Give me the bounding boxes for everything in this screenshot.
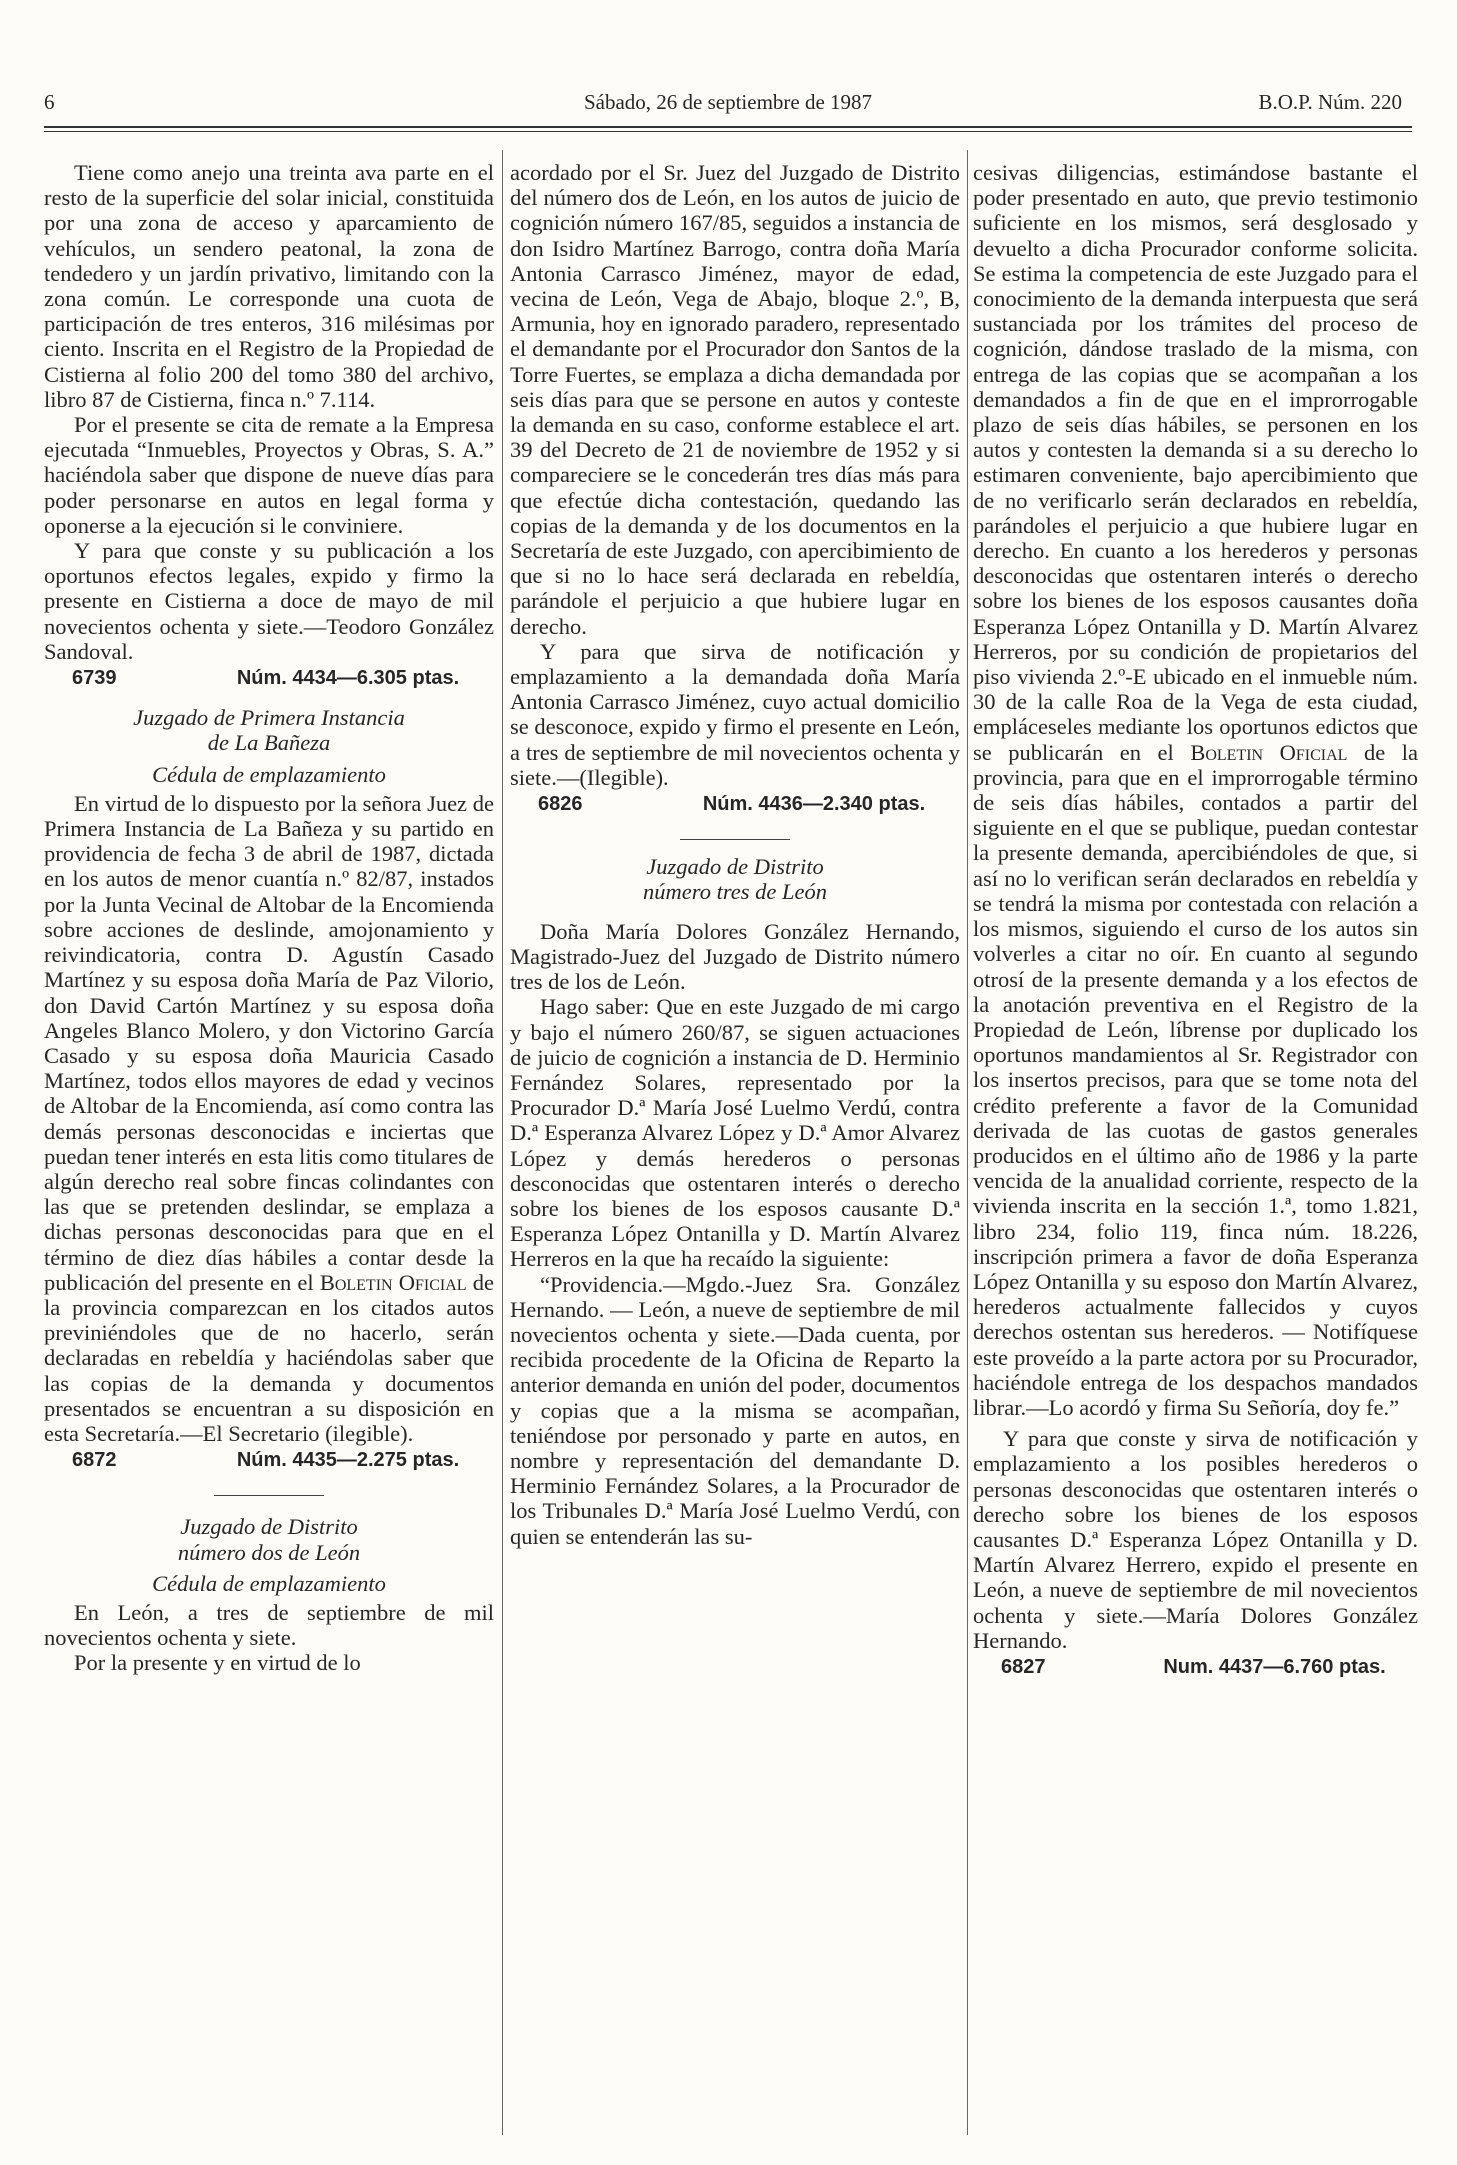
- court-heading-line: Juzgado de Distrito: [180, 1514, 358, 1540]
- notice-signature: [510, 792, 960, 817]
- paragraph: acordado por el Sr. Juez del Juzgado de Distrito del número dos de León, en los autos de juicio de cognición número 167/85, seguidos a instancia de don Isidro Martínez Barrogo, contra doña María Antonia Carrasco Jiménez, mayor de edad, vecina de León, Vega de Abajo, bloque 2.º, B, Armunia, hoy en ignorado paradero, representado el demandante por el Procurador don Santos de la Torre Fuertes, se emplaza a dicha demandada por seis días para que se persone en autos y conteste la demanda en su caso, conforme establece el art. 39 del Decreto de 21 de noviembre de 1952 y si compareciere se le concederán tres días más para que efectúe dicha contestación, quedando las copias de la demanda y de los documentos en la Secretaría de este Juzgado, con apercibimiento de que si no lo hace será declarada en rebeldía, parándole el perjuicio a que hubiere lugar en derecho.: [510, 160, 960, 639]
- column-divider: [967, 150, 968, 2135]
- column-3: [973, 160, 1418, 1684]
- paragraph: Y para que conste y sirva de notificación y emplazamiento a los posibles herederos o personas desconocidas que ostentaren interés o derecho sobre los bienes de los esposos causantes D.ª Esperanza López Ontanilla y D. Martín Alvarez Herrero, expido el presente en León, a nueve de septiembre de mil novecientos ochenta y siete.—María Dolores González Hernando.: [973, 1426, 1418, 1653]
- court-heading-line: número dos de León: [177, 1539, 361, 1565]
- page-number: 6: [44, 90, 55, 114]
- header-rule-thin: [44, 131, 1412, 132]
- boletin-name: Boletin Oficial: [319, 1269, 467, 1295]
- notice-signature: [44, 666, 494, 691]
- court-heading-line: Juzgado de Primera Instancia: [133, 705, 405, 731]
- notice-signature: [973, 1655, 1418, 1680]
- cedula-title: Cédula de emplazamiento: [152, 1570, 386, 1596]
- paragraph: [973, 160, 1418, 1420]
- paragraph: [44, 791, 494, 1446]
- notice-number: 6739: [72, 667, 117, 690]
- paragraph: En León, a tres de septiembre de mil novecientos ochenta y siete.: [44, 1599, 494, 1651]
- notice-amount: Núm. 4436—2.340 ptas.: [702, 793, 926, 816]
- notice-number: 6827: [1001, 1655, 1046, 1678]
- column-1: [44, 160, 494, 1676]
- paragraph: Por la presente y en virtud de lo: [74, 1650, 361, 1676]
- court-heading: [44, 705, 494, 755]
- notice-amount: Num. 4437—6.760 ptas.: [1163, 1655, 1386, 1678]
- paragraph: Doña María Dolores González Hernando, Magistrado-Juez del Juzgado de Distrito número tres de los de León.: [510, 918, 960, 995]
- column-2: [510, 160, 960, 1549]
- page-header: [44, 84, 1412, 124]
- court-heading-line: número tres de León: [643, 879, 827, 905]
- paragraph: Y para que conste y su publicación a los oportunos efectos legales, expido y firmo la presente en Cistierna a doce de mayo de mil novecientos ochenta y siete.—Teodoro González Sandoval.: [44, 538, 494, 664]
- notice-number: 6826: [538, 793, 583, 816]
- paragraph: Tiene como anejo una treinta ava parte en el resto de la superficie del solar inicial, constituida por una zona de acceso y aparcamiento de vehículos, un sendero peatonal, la zona de tendedero y un jardín privativo, limitando con la zona común. Le corresponde una cuota de participación de tres enteros, 316 milésimas por ciento. Inscrita en el Registro de la Propiedad de Cistierna al folio 200 del tomo 380 del archivo, libro 87 de Cistierna, finca n.º 7.114.: [44, 160, 494, 412]
- paragraph: “Providencia.—Mgdo.-Juez Sra. González Hernando. — León, a nueve de septiembre de mil novecientos ochenta y siete.—Dada cuenta, por recibida procedente de la Oficina de Reparto la anterior demanda en unión del poder, documentos y copias que a la misma se acompañan, teniéndose por personado y parte en autos, en nombre y representación del demandante D. Herminio Fernández Solares, a la Procurador de los Tribunales D.ª María José Luelmo Verdú, con quien se entenderán las su-: [510, 1271, 960, 1549]
- paragraph-text: cesivas diligencias, estimándose bastante el poder presentado en auto, que previo testimonio suficiente en los mismos, será desglosado y devuelto a dicha Procurador conforme solicita. Se estima la competencia de este Juzgado para el conocimiento de la demanda interpuesta que será sustanciada por los trámites del proceso de cognición, dándose traslado de la misma, con entrega de las copias que se acompañan a los demandados a fin de que en el improrrogable plazo de seis días hábiles, se personen en los autos y contesten la demanda si a su derecho lo estimaren conveniente, bajo apercibimiento que de no verificarlo serán declarados en rebeldía, parándoles el perjuicio a que hubiere lugar en derecho. En cuanto a los herederos y personas desconocidas que ostentaren interés o derecho sobre los bienes de los esposos causantes doña Esperanza López Ontanilla y D. Martín Alvarez Herreros, por su condición de propietarios del piso vivienda 2.º-E ubicado en el inmueble núm. 30 de la calle Roa de la Vega de esta ciudad, empláceseles mediante los oportunos edictos que se publicarán en el: [973, 160, 1418, 765]
- court-heading: [510, 854, 960, 904]
- notice-number: 6872: [72, 1449, 117, 1472]
- paragraph-text: En virtud de lo dispuesto por la señora Juez de Primera Instancia de La Bañeza y su partido en providencia de fecha 3 de abril de 1987, dictada en los autos de menor cuantía n.º 82/87, instados por la Junta Vecinal de Altobar de la Encomienda sobre acciones de deslinde, amojonamiento y reivindicatoria, contra D. Agustín Casado Martínez y su esposa doña María de Paz Vilorio, don David Cartón Martínez y su esposa doña Angeles Blanco Molero, y don Victorino García Casado y su esposa doña Mauricia Casado Martínez, todos ellos mayores de edad y vecinos de Altobar de la Encomienda, así como contra las demás personas desconocidas e inciertas que puedan tener interés en esta litis como titulares de algún derecho real sobre fincas colindantes con las que se pretenden deslindar, se emplaza a dichas personas desconocidas para que en el término de diez días hábiles a contar desde la publicación del presente en el: [44, 790, 494, 1295]
- notice-amount: Núm. 4434—6.305 ptas.: [236, 667, 460, 690]
- paragraph-text: de la provincia, para que en el improrrogable término de seis días hábiles, contados a partir del siguiente en el que se publique, puedan contestar la presente demanda, apercibiéndoles de que, si así no lo verifican serán declarados en rebeldía y se tendrá la misma por contestada con relación a los mismos, siguiendo el curso de los autos sin volverles a citar no oír. En cuanto al segundo otrosí de la presente demanda y a los efectos de la anotación preventiva en el Registro de la Propiedad de León, líbrense por duplicado los oportunos mandamientos al Sr. Registrador con los insertos precisos, para que se tome nota del crédito preferente a favor de la Comunidad derivada de las cuotas de gastos generales producidos en el último año de 1986 y la parte vencida de la anualidad corriente, respecto de la vivienda inscrita en la sección 1.ª, tomo 1.821, libro 234, folio 119, finca núm. 18.226, inscripción primera a favor de doña Esperanza López Ontanilla y su esposo don Martín Alvarez, herederos actualmente fallecidos y cuyos derechos ostentan sus herederos. — Notifíquese este proveído a la parte actora por su Procurador, haciéndole entrega de los despachos mandados librar.—Lo acordó y firma Su Señoría, doy fe.”: [973, 739, 1419, 1420]
- header-rule: [44, 126, 1412, 128]
- court-heading-line: de La Bañeza: [207, 730, 331, 756]
- court-heading-line: Juzgado de Distrito: [646, 854, 824, 880]
- section-rule: [214, 1495, 324, 1496]
- column-divider: [502, 150, 503, 2135]
- section-rule: [680, 839, 790, 840]
- notice-signature: [44, 1448, 494, 1473]
- issue-date: Sábado, 26 de septiembre de 1987: [583, 90, 873, 114]
- paragraph: Por el presente se cita de remate a la Empresa ejecutada “Inmuebles, Proyectos y Obras, S. A.” haciéndola saber que dispone de nueve días para poder personarse en autos en legal forma y oponerse a la ejecución si le conviniere.: [44, 412, 494, 538]
- paragraph-text: de la provincia comparezcan en los citados autos previniéndoles que de no hacerlo, serán declaradas en rebeldía y haciéndolas saber que las copias de la demanda y documentos presentados se encuentran a su disposición en esta Secretaría.—El Secretario (ilegible).: [44, 1269, 495, 1446]
- paragraph: Y para que sirva de notificación y emplazamiento a la demandada doña María Antonia Carrasco Jiménez, cuyo actual domicilio se desconoce, expido y firmo el presente en León, a tres de septiembre de mil novecientos ochenta y siete.—(Ilegible).: [510, 638, 960, 790]
- paragraph: Hago saber: Que en este Juzgado de mi cargo y bajo el número 260/87, se siguen actuaciones de juicio de cognición a instancia de D. Herminio Fernández Solares, representado por la Procurador D.ª María José Luelmo Verdú, contra D.ª Esperanza Alvarez López y D.ª Amor Alvarez López y demás herederos o personas desconocidas que ostentaren interés o derecho sobre los bienes de los esposos causante D.ª Esperanza López Ontanilla y D. Martín Alvarez Herreros en la que ha recaído la siguiente:: [510, 994, 960, 1272]
- boletin-name: Boletin Oficial: [1190, 739, 1348, 765]
- issue-number: B.O.P. Núm. 220: [1258, 90, 1402, 114]
- court-heading: [44, 1514, 494, 1564]
- cedula-title: Cédula de emplazamiento: [152, 761, 386, 787]
- notice-amount: Núm. 4435—2.275 ptas.: [236, 1449, 460, 1472]
